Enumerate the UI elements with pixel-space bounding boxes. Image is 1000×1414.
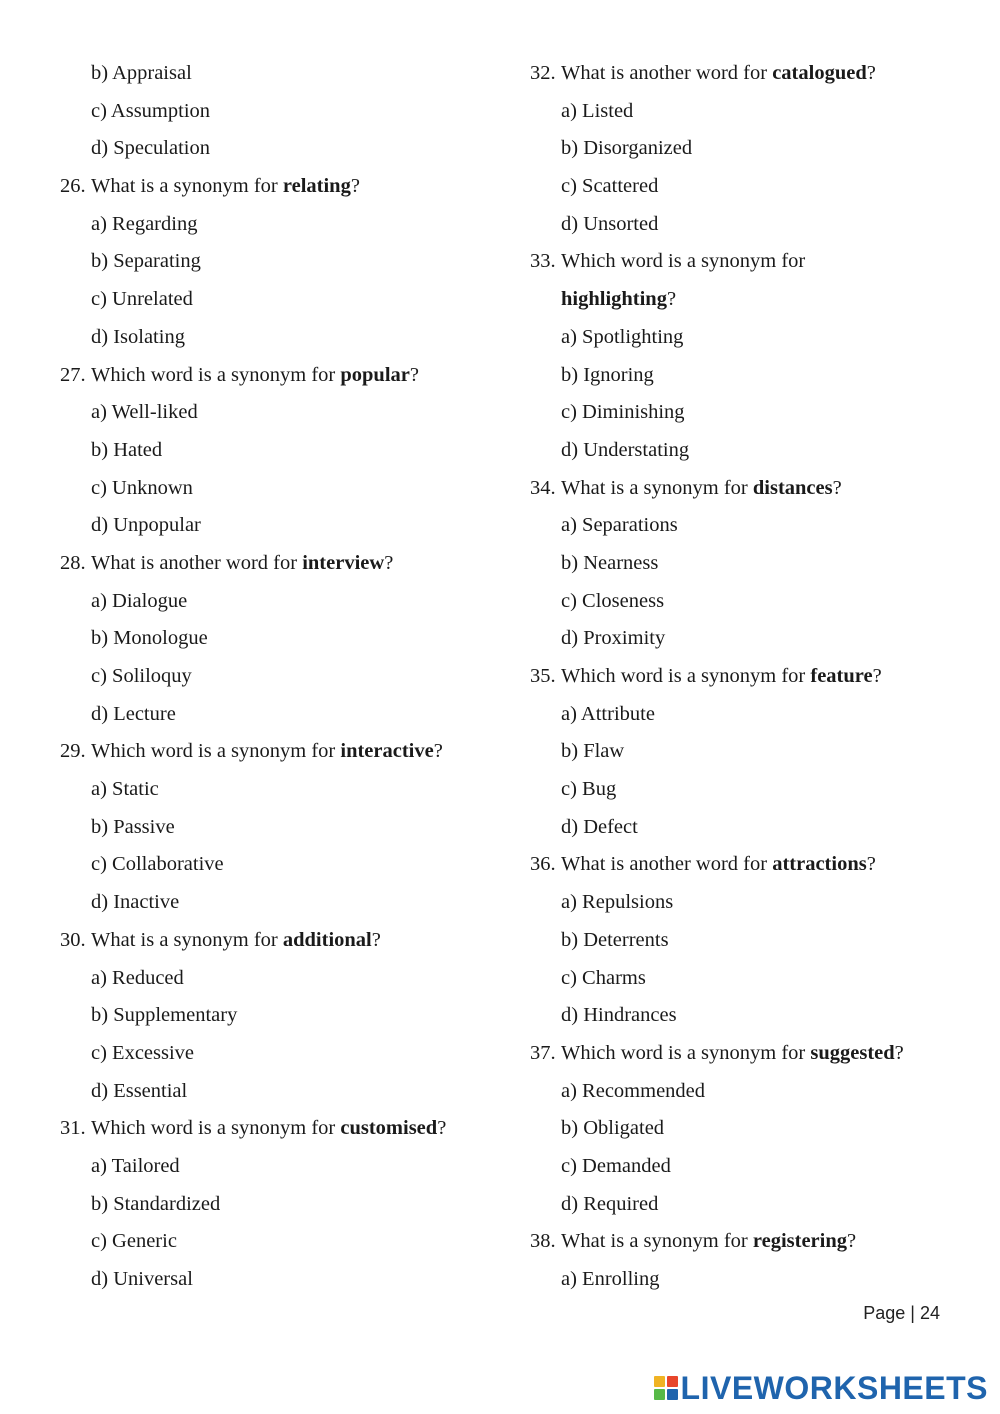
- question-suffix: ?: [371, 928, 381, 951]
- question-number: 27.: [60, 363, 86, 386]
- answer-option[interactable]: c) Charms: [561, 966, 646, 989]
- question-number: 32.: [530, 62, 556, 84]
- answer-option[interactable]: d) Speculation: [91, 137, 210, 160]
- answer-option[interactable]: d) Understating: [561, 438, 690, 461]
- question-text: [561, 658, 882, 696]
- answer-option[interactable]: b) Standardized: [91, 1192, 221, 1215]
- liveworksheets-brand[interactable]: [654, 1372, 988, 1404]
- question-prefix: Which word is a synonym for: [91, 1117, 341, 1140]
- question-prefix: What is a synonym for: [561, 476, 753, 499]
- question-text: [561, 1035, 904, 1073]
- answer-option[interactable]: a) Reduced: [91, 966, 184, 989]
- question-keyword: highlighting: [561, 288, 667, 311]
- answer-option[interactable]: a) Regarding: [91, 212, 198, 235]
- answer-option[interactable]: d) Unsorted: [561, 212, 659, 235]
- question-suffix: ?: [866, 62, 876, 84]
- answer-option[interactable]: d) Isolating: [91, 325, 185, 348]
- question-line: [530, 1035, 970, 1073]
- question-text: [91, 1110, 446, 1148]
- answer-option[interactable]: d) Hindrances: [561, 1004, 677, 1027]
- question-prefix: What is another word for: [561, 62, 773, 84]
- answer-option[interactable]: a) Recommended: [561, 1079, 706, 1102]
- answer-option[interactable]: c) Closeness: [561, 589, 665, 612]
- question-text: [91, 922, 381, 960]
- question-number: 31.: [60, 1117, 86, 1140]
- question-prefix: Which word is a synonym for: [91, 363, 341, 386]
- question-keyword: registering: [752, 1230, 847, 1253]
- question-prefix: What is a synonym for: [91, 928, 283, 951]
- question-number: 37.: [530, 1041, 556, 1064]
- question-line: [530, 658, 970, 696]
- answer-option[interactable]: b) Supplementary: [91, 1004, 238, 1027]
- question-line: [530, 243, 970, 281]
- question-keyword: catalogued: [772, 62, 867, 84]
- question-line: [60, 1110, 500, 1148]
- question-text: [91, 733, 443, 771]
- question-prefix: Which word is a synonym for: [561, 1041, 811, 1064]
- answer-option[interactable]: d) Universal: [91, 1268, 193, 1290]
- answer-option[interactable]: b) Disorganized: [561, 137, 693, 160]
- answer-option[interactable]: c) Bug: [561, 778, 617, 801]
- question-number: 35.: [530, 665, 556, 687]
- answer-option[interactable]: a) Dialogue: [91, 589, 188, 612]
- question-prefix: Which word is a synonym for: [91, 740, 341, 763]
- answer-option[interactable]: c) Unknown: [91, 476, 193, 499]
- answer-option[interactable]: b) Nearness: [561, 551, 659, 574]
- question-keyword: customised: [340, 1117, 438, 1140]
- answer-option[interactable]: a) Spotlighting: [561, 325, 684, 348]
- question-text: [561, 243, 805, 281]
- answer-option[interactable]: a) Well-liked: [91, 401, 198, 424]
- answer-option[interactable]: b) Passive: [91, 815, 175, 838]
- question-keyword: distances: [752, 476, 833, 499]
- question-number: 38.: [530, 1230, 556, 1253]
- question-text: [91, 168, 360, 206]
- question-suffix: ?: [666, 288, 677, 311]
- question-suffix: ?: [866, 853, 876, 876]
- question-continuation: [530, 281, 970, 319]
- answer-option[interactable]: a) Separations: [561, 514, 678, 537]
- question-suffix: ?: [384, 551, 394, 574]
- answer-option[interactable]: a) Static: [91, 778, 159, 801]
- answer-option[interactable]: b) Separating: [91, 250, 201, 273]
- question-line: [530, 1223, 970, 1261]
- answer-option[interactable]: c) Soliloquy: [91, 665, 192, 687]
- question-number: 30.: [60, 928, 86, 951]
- question-prefix: What is another word for: [91, 551, 303, 574]
- question-keyword: feature: [810, 665, 873, 687]
- question-line: [60, 545, 500, 583]
- answer-option[interactable]: c) Diminishing: [561, 401, 685, 424]
- question-keyword: suggested: [810, 1041, 895, 1064]
- answer-option[interactable]: d) Unpopular: [91, 514, 201, 537]
- question-suffix: ?: [832, 476, 842, 499]
- answer-option[interactable]: a) Listed: [561, 99, 634, 122]
- answer-option[interactable]: d) Inactive: [91, 891, 180, 914]
- question-text: [91, 357, 419, 395]
- question-suffix: ?: [409, 363, 419, 386]
- question-prefix: Which word is a synonym for: [561, 250, 806, 273]
- question-text: [561, 470, 842, 508]
- answer-option[interactable]: b) Deterrents: [561, 928, 669, 951]
- question-text: [91, 545, 393, 583]
- question-suffix: ?: [433, 740, 443, 763]
- question-text: [561, 1223, 856, 1261]
- question-keyword: interactive: [340, 740, 434, 763]
- question-suffix: ?: [350, 175, 360, 198]
- question-keyword: attractions: [772, 853, 867, 876]
- question-line: [60, 168, 500, 206]
- answer-option[interactable]: c) Unrelated: [91, 288, 193, 311]
- left-column: [60, 55, 500, 1299]
- answer-option[interactable]: c) Scattered: [561, 175, 659, 198]
- answer-option[interactable]: c) Demanded: [561, 1154, 671, 1177]
- question-line: [530, 846, 970, 884]
- question-suffix: ?: [437, 1117, 447, 1140]
- right-column: [530, 55, 970, 1299]
- answer-option[interactable]: b) Ignoring: [561, 363, 654, 386]
- question-number: 26.: [60, 175, 86, 198]
- answer-option[interactable]: a) Repulsions: [561, 891, 674, 914]
- answer-option[interactable]: a) Enrolling: [561, 1268, 660, 1290]
- question-keyword: popular: [340, 363, 410, 386]
- answer-option[interactable]: d) Essential: [91, 1079, 188, 1102]
- answer-option[interactable]: c) Excessive: [91, 1041, 195, 1064]
- question-line: [530, 55, 970, 93]
- answer-option[interactable]: c) Collaborative: [91, 853, 224, 876]
- answer-option[interactable]: d) Proximity: [561, 627, 666, 650]
- question-prefix: What is a synonym for: [561, 1230, 753, 1253]
- logo-square-4: [667, 1389, 678, 1400]
- answer-option[interactable]: b) Appraisal: [91, 62, 192, 84]
- liveworksheets-logo-icon: [654, 1376, 678, 1400]
- page-number: Page | 24: [863, 1303, 940, 1323]
- question-text: [561, 55, 876, 93]
- answer-option[interactable]: b) Hated: [91, 438, 163, 461]
- question-suffix: ?: [847, 1230, 857, 1253]
- question-keyword: additional: [282, 928, 372, 951]
- question-line: [60, 922, 500, 960]
- answer-option[interactable]: d) Lecture: [91, 702, 176, 725]
- logo-square-3: [654, 1389, 665, 1400]
- logo-square-2: [667, 1376, 678, 1387]
- answer-option[interactable]: a) Attribute: [561, 702, 655, 725]
- question-line: [60, 357, 500, 395]
- answer-option[interactable]: b) Monologue: [91, 627, 208, 650]
- question-number: 29.: [60, 740, 86, 763]
- answer-option[interactable]: a) Tailored: [91, 1154, 180, 1177]
- question-number: 28.: [60, 551, 86, 574]
- answer-option[interactable]: c) Assumption: [91, 99, 211, 122]
- question-number: 36.: [530, 853, 556, 876]
- question-text: [561, 846, 876, 884]
- question-keyword: relating: [282, 175, 351, 198]
- question-prefix: What is another word for: [561, 853, 773, 876]
- answer-option[interactable]: c) Generic: [91, 1230, 177, 1253]
- question-prefix: Which word is a synonym for: [561, 665, 811, 687]
- question-number: 33.: [530, 250, 556, 273]
- question-keyword: interview: [302, 551, 385, 574]
- logo-square-1: [654, 1376, 665, 1387]
- question-prefix: What is a synonym for: [91, 175, 283, 198]
- question-suffix: ?: [872, 665, 882, 687]
- answer-option[interactable]: b) Obligated: [561, 1117, 665, 1140]
- question-line: [530, 470, 970, 508]
- question-number: 34.: [530, 476, 556, 499]
- brand-wordmark: LIVEWORKSHEETS: [680, 1370, 988, 1406]
- question-line: [60, 733, 500, 771]
- answer-option[interactable]: d) Required: [561, 1192, 659, 1215]
- question-suffix: ?: [894, 1041, 904, 1064]
- answer-option[interactable]: d) Defect: [561, 815, 638, 838]
- answer-option[interactable]: b) Flaw: [561, 740, 625, 763]
